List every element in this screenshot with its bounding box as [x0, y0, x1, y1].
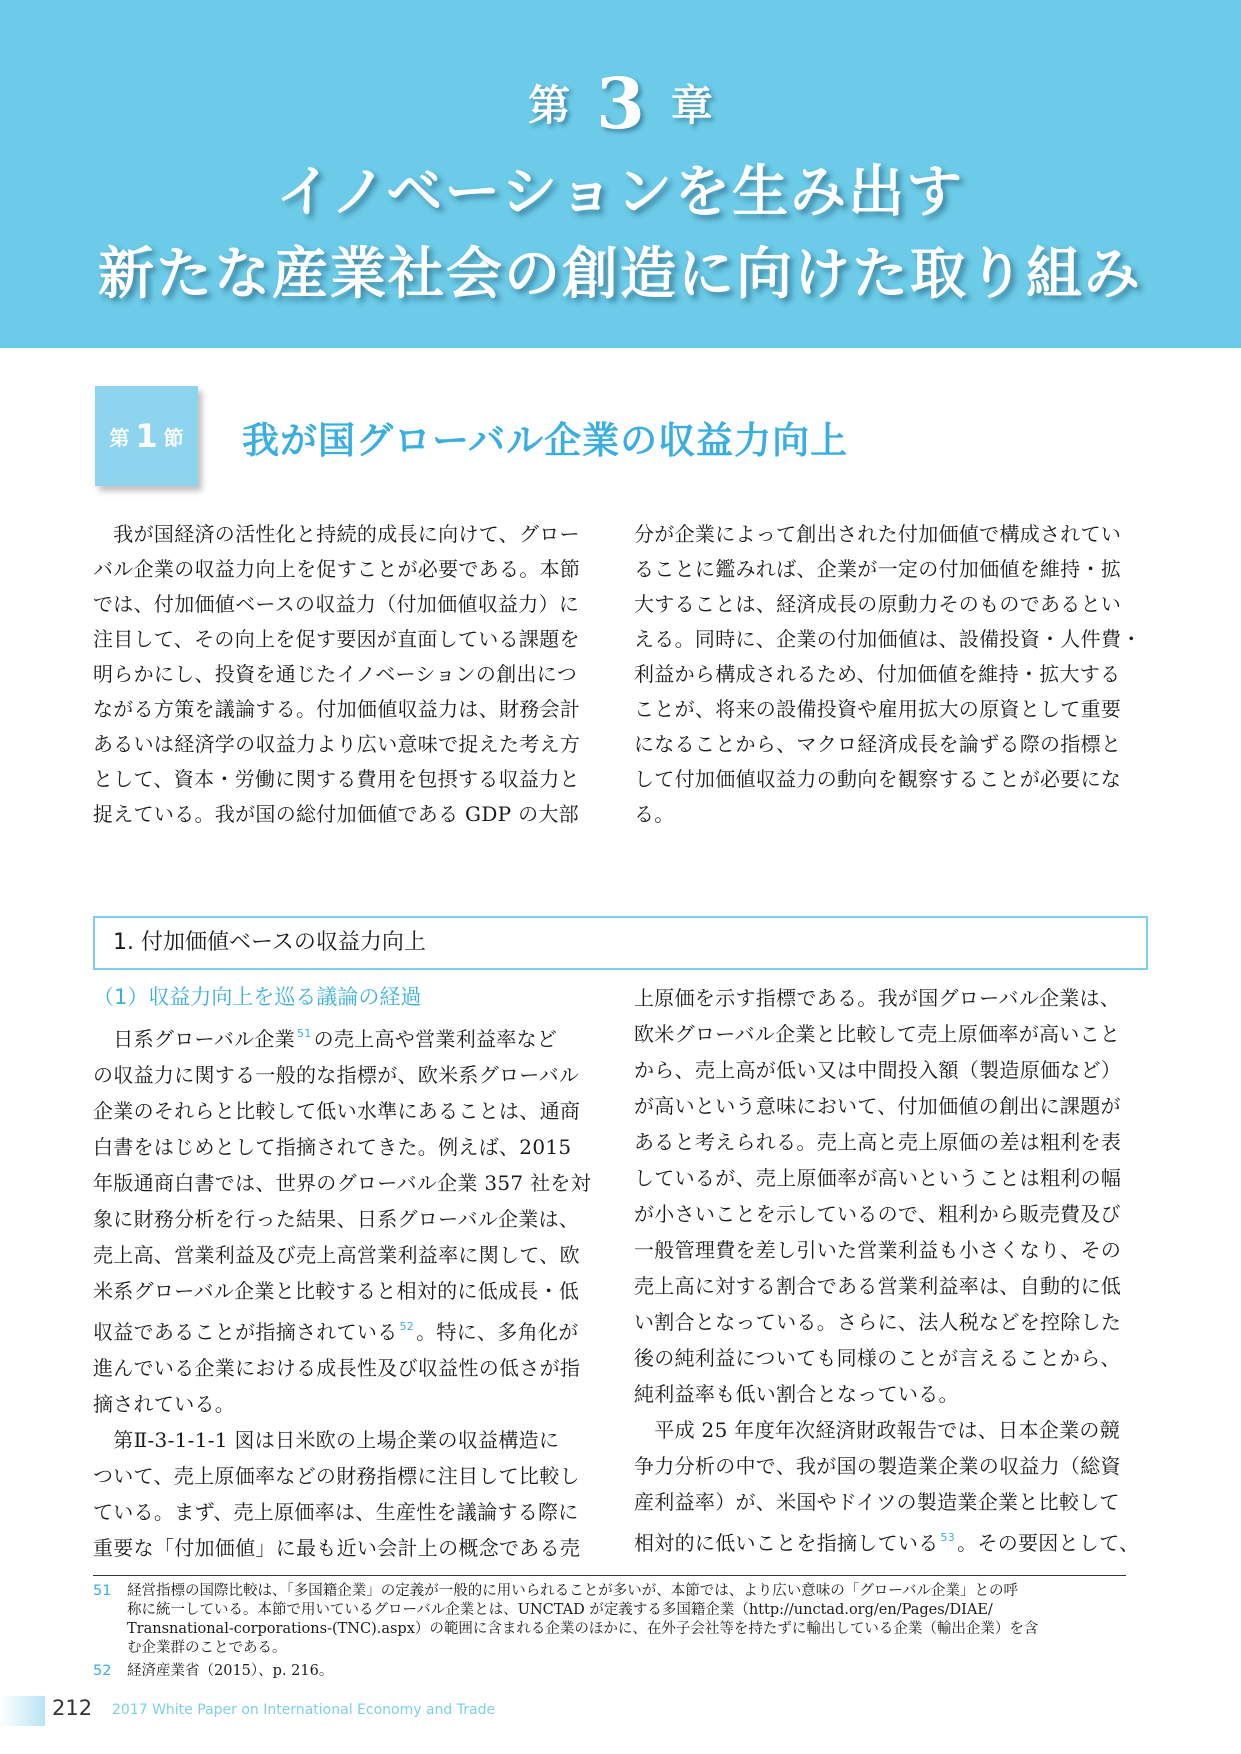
text-span: 収益であることが指摘されている	[93, 1320, 398, 1344]
text-line: 純利益率も低い割合となっている。	[634, 1382, 959, 1406]
footnotes	[93, 1582, 1133, 1681]
text-span: 日系グローバル企業	[93, 1027, 295, 1051]
text-line: 売上高に対する割合である営業利益率は、自動的に低	[634, 1274, 1122, 1298]
footnote-ref-51[interactable]: 51	[297, 1027, 312, 1040]
footnote-52	[93, 1662, 1133, 1681]
footnote-number: 52	[93, 1663, 112, 1679]
footnote-line: Transnational-corporations-(TNC).aspx）の範囲に含まれる企業のほかに、在外子会社等を持たずに輸出している企業（輸出企業）を含	[127, 1621, 1039, 1637]
text-line: ながる方策を議論する。付加価値収益力は、財務会計	[93, 697, 581, 721]
page-marker-bar	[0, 1696, 45, 1726]
text-line	[93, 1309, 591, 1350]
page-number: 212	[52, 1696, 93, 1720]
text-line: 重要な「付加価値」に最も近い会計上の概念である売	[93, 1536, 581, 1560]
text-line: 大することは、経済成長の原動力そのものであるとい	[634, 592, 1122, 616]
chapter-title-line1: イノベーションを生み出す	[275, 160, 965, 225]
section-number: 1	[135, 417, 158, 455]
text-line: が小さいことを示しているので、粗利から販売費及び	[634, 1202, 1121, 1226]
chapter-title-line2: 新たな産業社会の創造に向けた取り組み	[98, 242, 1142, 307]
section-suffix: 節	[163, 425, 184, 450]
text-line: 利益から構成されるため、付加価値を維持・拡大する	[634, 662, 1121, 686]
subsection-heading: 1. 付加価値ベースの収益力向上	[93, 916, 1148, 970]
chapter-prefix: 第	[528, 81, 571, 130]
chapter-suffix: 章	[670, 81, 713, 130]
text-line: ている。まず、売上原価率は、生産性を議論する際に	[93, 1500, 579, 1524]
text-line: い割合となっている。さらに、法人税などを控除した	[634, 1310, 1122, 1334]
text-line: 白書をはじめとして指摘されてきた。例えば、2015	[93, 1135, 572, 1159]
footnote-line: 経済産業省（2015）、p. 216。	[127, 1663, 334, 1679]
section-number-badge	[95, 386, 198, 486]
text-line: になることから、マクロ経済成長を論ずる際の指標と	[634, 732, 1122, 756]
text-span: 相対的に低いことを指摘している	[634, 1531, 939, 1555]
text-line	[93, 1016, 591, 1057]
chapter-label	[0, 62, 1241, 145]
text-line: 象に財務分析を行った結果、日系グローバル企業は、	[93, 1207, 580, 1231]
text-line: 後の純利益についても同様のことが言えることから、	[634, 1346, 1121, 1370]
text-line: ことが、将来の設備投資や雇用拡大の原資として重要	[634, 697, 1122, 721]
footnote-line: 経営指標の国際比較は、「多国籍企業」の定義が一般的に用いられることが多いが、本節では、より広い意味の「グローバル企業」との呼	[127, 1583, 1019, 1599]
text-line: が高いという意味において、付加価値の創出に課題が	[634, 1094, 1121, 1118]
text-line: しているが、売上原価率が高いということは粗利の幅	[634, 1166, 1122, 1190]
text-line: 捉えている。我が国の総付加価値である GDP の大部	[93, 802, 579, 826]
text-line: 企業のそれらと比較して低い水準にあることは、通商	[93, 1099, 581, 1123]
intro-left-column	[93, 517, 593, 832]
footnote-51	[93, 1582, 1133, 1658]
intro-right-column	[634, 517, 1142, 832]
text-line: として、資本・労働に関する費用を包摂する収益力と	[93, 767, 580, 791]
body-left-column	[93, 1016, 591, 1566]
footnote-divider	[93, 1575, 1126, 1576]
text-line: 我が国経済の活性化と持続的成長に向けて、グロー	[93, 522, 580, 546]
text-line: 上原価を示す指標である。我が国グローバル企業は、	[634, 986, 1121, 1010]
publication-footer: 2017 White Paper on International Economy and Trade	[112, 1702, 496, 1718]
text-line: ることに鑑みれば、企業が一定の付加価値を維持・拡	[634, 557, 1122, 581]
text-line: る。	[634, 802, 675, 826]
text-line: 分が企業によって創出された付加価値で構成されてい	[634, 522, 1122, 546]
text-line: 注目して、その向上を促す要因が直面している課題を	[93, 627, 580, 651]
text-line: 一般管理費を差し引いた営業利益も小さくなり、その	[634, 1238, 1122, 1262]
text-line: 産利益率）が、米国やドイツの製造業企業と比較して	[634, 1490, 1120, 1514]
footnote-ref-52[interactable]: 52	[399, 1320, 415, 1333]
subsubsection-heading: （1）収益力向上を巡る議論の経過	[93, 985, 422, 1009]
chapter-header-banner	[0, 0, 1241, 348]
text-line: える。同時に、企業の付加価値は、設備投資・人件費・	[634, 627, 1142, 651]
text-line: 争力分析の中で、我が国の製造業企業の収益力（総資	[634, 1454, 1121, 1478]
text-line: の収益力に関する一般的な指標が、欧米系グローバル	[93, 1063, 580, 1087]
text-line: あるいは経済学の収益力より広い意味で捉えた考え方	[93, 732, 581, 756]
text-line: 第Ⅱ-3-1-1-1 図は日米欧の上場企業の収益構造に	[93, 1428, 560, 1452]
footnote-line: む企業群のことである。	[127, 1640, 287, 1656]
text-line: 年版通商白書では、世界のグローバル企業 357 社を対	[93, 1171, 591, 1195]
text-line: 摘されている。	[93, 1392, 236, 1416]
text-line: あると考えられる。売上高と売上原価の差は粗利を表	[634, 1130, 1122, 1154]
text-line: バル企業の収益力向上を促すことが必要である。本節	[93, 557, 581, 581]
text-span: の売上高や営業利益率など	[313, 1027, 558, 1051]
text-line: 売上高、営業利益及び売上高営業利益率に関して、欧	[93, 1243, 580, 1267]
chapter-number: 3	[596, 62, 645, 145]
body-right-column	[634, 980, 1139, 1561]
text-line	[634, 1520, 1139, 1561]
section-prefix: 第	[109, 425, 130, 450]
text-line: から、売上高が低い又は中間投入額（製造原価など）	[634, 1058, 1122, 1082]
text-line: 明らかにし、投資を通じたイノベーションの創出につ	[93, 662, 577, 686]
footnote-number: 51	[93, 1583, 112, 1599]
text-span: 。特に、多角化が	[416, 1320, 579, 1344]
footnote-ref-53[interactable]: 53	[940, 1531, 956, 1544]
text-line: 平成 25 年度年次経済財政報告では、日本企業の競	[634, 1418, 1120, 1442]
text-line: ついて、売上原価率などの財務指標に注目して比較し	[93, 1464, 580, 1488]
text-span: 。その要因として、	[957, 1531, 1140, 1555]
text-line: 欧米グローバル企業と比較して売上原価率が高いこと	[634, 1022, 1121, 1046]
text-line: 進んでいる企業における成長性及び収益性の低さが指	[93, 1356, 581, 1380]
text-line: では、付加価値ベースの収益力（付加価値収益力）に	[93, 592, 580, 616]
text-line: して付加価値収益力の動向を観察することが必要にな	[634, 767, 1122, 791]
text-line: 米系グローバル企業と比較すると相対的に低成長・低	[93, 1279, 580, 1303]
section-title: 我が国グローバル企業の収益力向上	[242, 418, 849, 462]
footnote-line: 称に統一している。本節で用いているグローバル企業とは、UNCTAD が定義する多国籍企業（http://unctad.org/en/Pages/DIAE/	[127, 1602, 993, 1618]
